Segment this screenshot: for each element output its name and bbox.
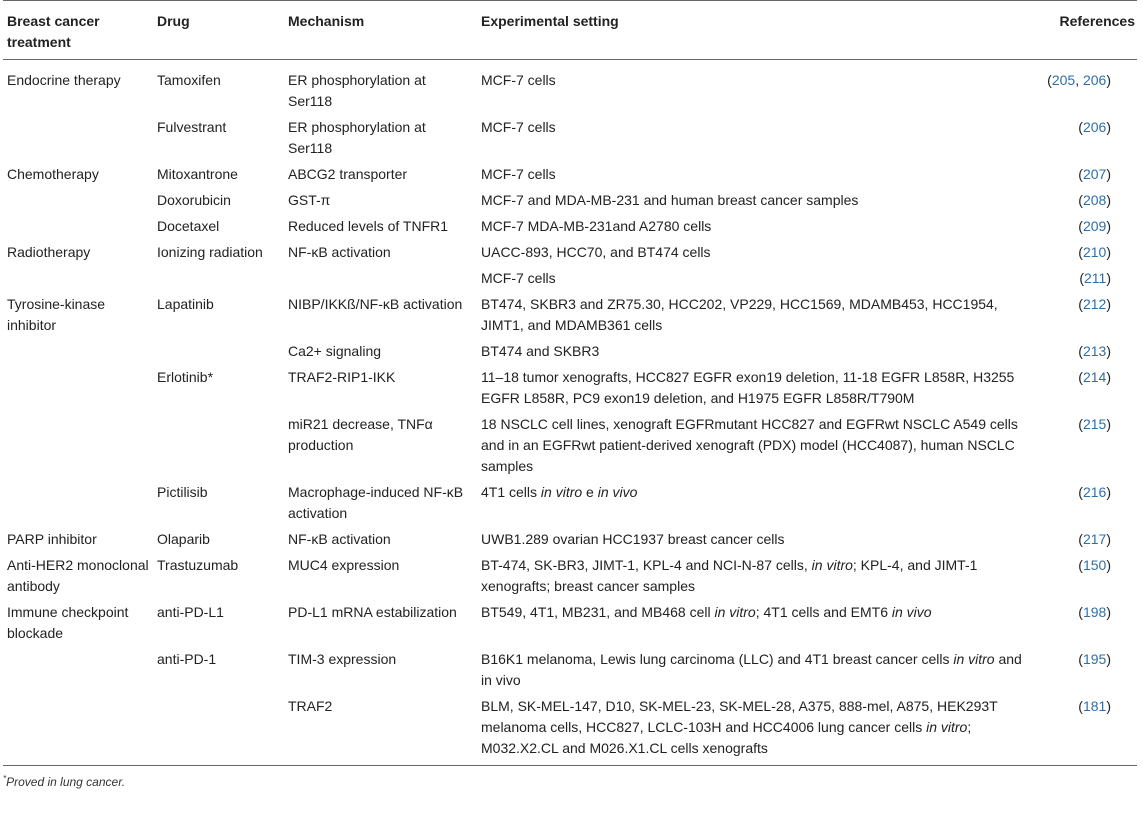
cell-reference: (212): [1078, 296, 1111, 312]
cell-treatment: [3, 339, 153, 365]
cell-mechanism: TRAF2: [284, 694, 477, 766]
citation-link[interactable]: 211: [1084, 270, 1107, 286]
cell-treatment: [3, 480, 153, 527]
cell-drug: Olaparib: [157, 531, 210, 547]
citation-link[interactable]: 210: [1082, 244, 1107, 260]
setting-italic: in vitro: [926, 719, 968, 735]
table-row: [3, 647, 1137, 694]
cell-reference: (210): [1078, 244, 1111, 260]
data-table: [3, 0, 1137, 766]
cell-treatment: Anti-HER2 monoclonal antibody: [7, 557, 149, 594]
citation-link[interactable]: 215: [1082, 416, 1107, 432]
cell-mechanism: GST-π: [288, 192, 331, 208]
cell-drug: Trastuzumab: [157, 557, 239, 573]
table-row: [3, 365, 1137, 412]
cell-reference: (211): [1079, 270, 1111, 286]
setting-text: 4T1 cells: [481, 484, 541, 500]
cell-reference: (207): [1078, 166, 1111, 182]
cell-mechanism: PD-L1 mRNA estabilization: [288, 604, 457, 620]
cell-treatment: [3, 115, 153, 162]
cell-mechanism: miR21 decrease, TNFα production: [288, 416, 433, 453]
citation-link[interactable]: 214: [1082, 369, 1107, 385]
table-row: [3, 115, 1137, 162]
cell-mechanism: [284, 266, 477, 292]
cell-setting: UACC-893, HCC70, and BT474 cells: [481, 244, 711, 260]
cell-drug: Docetaxel: [157, 218, 220, 234]
citation-link[interactable]: 206: [1082, 119, 1107, 135]
cell-treatment: Endocrine therapy: [7, 72, 121, 88]
table-row: [3, 188, 1137, 214]
citation-link[interactable]: 213: [1082, 343, 1107, 359]
cell-mechanism: ABCG2 transporter: [288, 166, 408, 182]
cell-reference: (195): [1078, 651, 1111, 667]
citation-link[interactable]: 198: [1082, 604, 1107, 620]
citation-link[interactable]: 195: [1082, 651, 1107, 667]
cell-drug: Pictilisib: [157, 484, 208, 500]
header-setting: Experimental setting: [477, 1, 1037, 60]
table-row: [3, 480, 1137, 527]
table-row: [3, 553, 1137, 600]
cell-reference: (198): [1078, 604, 1111, 620]
cell-reference: (217): [1078, 531, 1111, 547]
cell-setting: UWB1.289 ovarian HCC1937 breast cancer cells: [481, 531, 785, 547]
citation-link[interactable]: 150: [1082, 557, 1107, 573]
footnote-mark: *: [3, 774, 7, 783]
cell-treatment: Immune checkpoint blockade: [7, 604, 129, 641]
cell-treatment: [3, 266, 153, 292]
cell-drug: Doxorubicin: [157, 192, 231, 208]
table-row: [3, 292, 1137, 339]
cell-setting: MCF-7 and MDA-MB-231 and human breast cancer samples: [481, 192, 859, 208]
table-row: [3, 266, 1137, 292]
cell-reference: (216): [1078, 484, 1111, 500]
setting-italic: in vitro: [714, 604, 756, 620]
citation-link[interactable]: 209: [1082, 218, 1107, 234]
table-row: [3, 527, 1137, 553]
cell-drug: [153, 412, 284, 480]
cell-mechanism: Ca2+ signaling: [288, 343, 382, 359]
cell-reference: (205, 206): [1047, 72, 1111, 88]
citation-link[interactable]: 205: [1051, 72, 1076, 88]
cell-drug: [153, 694, 284, 766]
citation-separator: ,: [1075, 72, 1083, 88]
citation-link[interactable]: 216: [1082, 484, 1107, 500]
cell-treatment: Tyrosine-kinase inhibitor: [7, 296, 106, 333]
citation-link[interactable]: 206: [1082, 72, 1107, 88]
cell-drug: Ionizing radiation: [157, 244, 263, 260]
cell-drug: Mitoxantrone: [157, 166, 238, 182]
cell-mechanism: NF-κB activation: [288, 244, 391, 260]
setting-text: ; 4T1 cells and EMT6: [755, 604, 892, 620]
header-references: References: [1037, 1, 1137, 60]
cell-drug: Erlotinib*: [157, 369, 214, 385]
cell-setting: BT474, SKBR3 and ZR75.30, HCC202, VP229, HCC1569, MDAMB453, HCC1954, JIMT1, and MDAMB361 cells: [481, 296, 998, 333]
cell-setting: [477, 553, 1037, 600]
cell-reference: (214): [1078, 369, 1111, 385]
cell-reference: (215): [1078, 416, 1111, 432]
setting-text: BT549, 4T1, MB231, and MB468 cell: [481, 604, 715, 620]
setting-text: BLM, SK-MEL-147, D10, SK-MEL-23, SK-MEL-28, A375, 888-mel, A875, HEK293T melanoma cells, HCC827, LCLC-103H and HCC4006 lung cancer cells: [481, 698, 998, 735]
cell-setting: [477, 647, 1037, 694]
cell-setting: MCF-7 MDA-MB-231and A2780 cells: [481, 218, 712, 234]
cell-drug: Tamoxifen: [157, 72, 221, 88]
cell-mechanism: MUC4 expression: [288, 557, 400, 573]
header-mechanism: Mechanism: [284, 1, 477, 60]
cell-drug: anti-PD-L1: [157, 604, 224, 620]
cell-setting: MCF-7 cells: [481, 270, 556, 286]
table-row: [3, 412, 1137, 480]
cell-drug: Fulvestrant: [157, 119, 227, 135]
cell-setting: [477, 480, 1037, 527]
setting-text: and in vivo: [481, 651, 1022, 688]
cell-mechanism: Reduced levels of TNFR1: [288, 218, 449, 234]
cell-setting: [477, 600, 1037, 647]
cell-setting: 18 NSCLC cell lines, xenograft EGFRmutant HCC827 and EGFRwt NSCLC A549 cells and in an EGFRwt patient-derived xenograft (PDX) model (HCC4087), human NSCLC samples: [481, 416, 1018, 474]
citation-link[interactable]: 207: [1082, 166, 1107, 182]
citation-link[interactable]: 212: [1082, 296, 1107, 312]
table-row: [3, 694, 1137, 766]
setting-text: ; KPL-4, and JIMT-1 xenografts; breast cancer samples: [481, 557, 978, 594]
setting-text: BT-474, SK-BR3, JIMT-1, KPL-4 and NCI-N-87 cells,: [481, 557, 812, 573]
cell-treatment: [3, 694, 153, 766]
cell-mechanism: Macrophage-induced NF-κB activation: [288, 484, 464, 521]
cell-reference: (181): [1037, 694, 1137, 766]
cell-mechanism: NIBP/IKKß/NF-κB activation: [288, 296, 463, 312]
citation-link[interactable]: 208: [1082, 192, 1107, 208]
cell-setting: BT474 and SKBR3: [481, 343, 600, 359]
setting-italic: in vitro: [540, 484, 583, 500]
header-treatment: Breast cancer treatment: [3, 1, 153, 60]
cell-treatment: PARP inhibitor: [7, 531, 97, 547]
cell-setting: [477, 694, 1037, 766]
cell-setting: MCF-7 cells: [481, 166, 556, 182]
setting-italic: in vitro: [953, 651, 995, 667]
table-row: [3, 162, 1137, 188]
cell-drug: anti-PD-1: [157, 651, 217, 667]
table-row: [3, 214, 1137, 240]
header-drug: Drug: [153, 1, 284, 60]
cell-setting: MCF-7 cells: [481, 119, 556, 135]
cell-setting: 11–18 tumor xenografts, HCC827 EGFR exon19 deletion, 11-18 EGFR L858R, H3255 EGFR L858R, PC9 exon19 deletion, and H1975 EGFR L858R/T790M: [481, 369, 1015, 406]
header-row: [3, 1, 1137, 60]
citation-link[interactable]: 181: [1082, 698, 1107, 714]
cell-setting: MCF-7 cells: [481, 72, 556, 88]
cell-treatment: [3, 412, 153, 480]
table-row: [3, 240, 1137, 266]
cell-treatment: [3, 365, 153, 412]
setting-italic: in vitro: [811, 557, 853, 573]
cell-mechanism: TRAF2-RIP1-IKK: [288, 369, 396, 385]
cell-treatment: [3, 188, 153, 214]
setting-text: ; M032.X2.CL and M026.X1.CL cells xenografts: [481, 719, 972, 756]
cell-treatment: [3, 647, 153, 694]
table-row: [3, 60, 1137, 116]
cell-treatment: [3, 214, 153, 240]
cell-treatment: Chemotherapy: [7, 166, 99, 182]
cell-reference: (150): [1078, 557, 1111, 573]
cell-reference: (209): [1078, 218, 1111, 234]
table-row: [3, 600, 1137, 647]
footnote-text: Proved in lung cancer.: [6, 775, 126, 789]
cell-reference: (206): [1078, 119, 1111, 135]
cell-drug: [153, 339, 284, 365]
setting-italic: in vivo: [597, 484, 638, 500]
cell-drug: [153, 266, 284, 292]
citation-link[interactable]: 217: [1082, 531, 1107, 547]
setting-italic: in vivo: [891, 604, 932, 620]
table-row: [3, 339, 1137, 365]
cell-treatment: Radiotherapy: [7, 244, 91, 260]
cell-mechanism: NF-κB activation: [288, 531, 391, 547]
cell-reference: (208): [1078, 192, 1111, 208]
cell-drug: Lapatinib: [157, 296, 214, 312]
cell-mechanism: ER phosphorylation at Ser118: [288, 72, 426, 109]
setting-text: e: [582, 484, 598, 500]
cell-reference: (213): [1078, 343, 1111, 359]
setting-text: B16K1 melanoma, Lewis lung carcinoma (LLC) and 4T1 breast cancer cells: [481, 651, 954, 667]
cell-mechanism: TIM-3 expression: [288, 651, 397, 667]
table-footnote: [3, 774, 1143, 789]
cell-mechanism: ER phosphorylation at Ser118: [288, 119, 426, 156]
